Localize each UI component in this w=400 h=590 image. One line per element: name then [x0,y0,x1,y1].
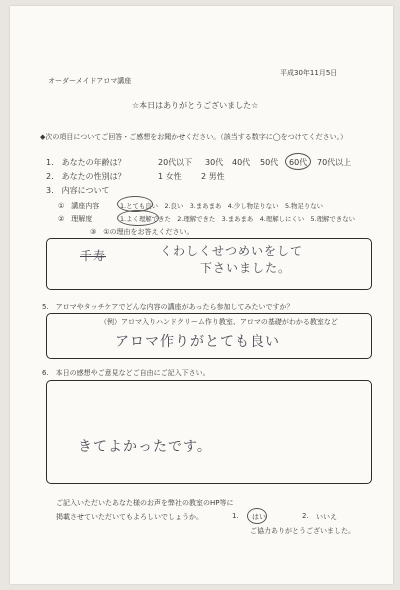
q3-sub1-options: 1.とても良い 2.良い 3.まあまあ 4.少し物足りない 5.物足りない [120,202,324,210]
q6-answer: きてよかったです。 [78,439,212,455]
q3-answer-line2: 下さいました。 [200,261,292,275]
q1-option-4: 50代 [260,158,279,167]
footer-yes-circle [247,508,267,524]
q3-sub1-label: ① 講座内容 [58,202,100,210]
q5-label: 5. アロマやタッチケアでどんな内容の講座があったら参加してみたいですか？ [42,303,294,311]
q1-option-1: 20代以下 [158,158,193,167]
q1-option-3: 40代 [232,158,251,167]
survey-sheet [10,6,393,584]
q5-answer: アロマ作りがとても良い [115,334,280,350]
q3-sub2-circle [117,210,159,226]
thanks-heading: ☆本日はありがとうございました☆ [132,101,259,110]
q2-option-1: 1 女性 [158,172,182,181]
footer-line1: ご記入いただいたあなた様のお声を弊社の教室のHP等に [56,499,234,507]
q1-selected-circle [285,153,311,170]
q3-label: 3. 内容について [46,186,110,195]
q3-answer-struck: 千寿 [80,249,107,263]
intro-instructions: ◆次の項目についてご回答・ご感想をお聞かせください。（該当する数字に◯をつけてください。） [40,133,348,141]
q6-answer-box [46,380,372,484]
footer-closing: ご協力ありがとうございました。 [250,527,355,535]
q3-sub2-options: 1.よく理解できた 2.理解できた 3.まあまあ 4.理解しにくい 5.理解できない [120,215,355,223]
q1-option-5: 60代 [289,158,308,167]
q3-sub2-label: ② 理解度 [58,215,93,223]
q3-answer-line1: くわしくせつめいをして [160,244,304,258]
q3-sub3-label: ③ ①の理由をお答えください。 [90,228,194,236]
footer-line2: 掲載させていただいてもよろしいでしょうか。 [56,513,203,521]
q5-example: （例）アロマ入りハンドクリーム作り教室、アロマの基礎がわかる教室など [100,318,338,326]
q2-label: 2. あなたの性別は？ [46,172,126,181]
q1-option-2: 30代 [205,158,224,167]
footer-no-number: 2. [302,512,309,520]
q6-label: 6. 本日の感想やご意見などご自由にご記入下さい。 [42,369,210,377]
q1-option-6: 70代以上 [317,158,352,167]
q2-option-2: 2 男性 [201,172,225,181]
q1-label: 1. あなたの年齢は？ [46,158,126,167]
footer-no: いいえ [316,513,337,521]
footer-yes-number: 1. [232,512,239,520]
course-title: オーダーメイドアロマ講座 [48,77,132,85]
footer-yes: はい [252,513,266,521]
survey-date: 平成30年11月5日 [280,69,338,77]
